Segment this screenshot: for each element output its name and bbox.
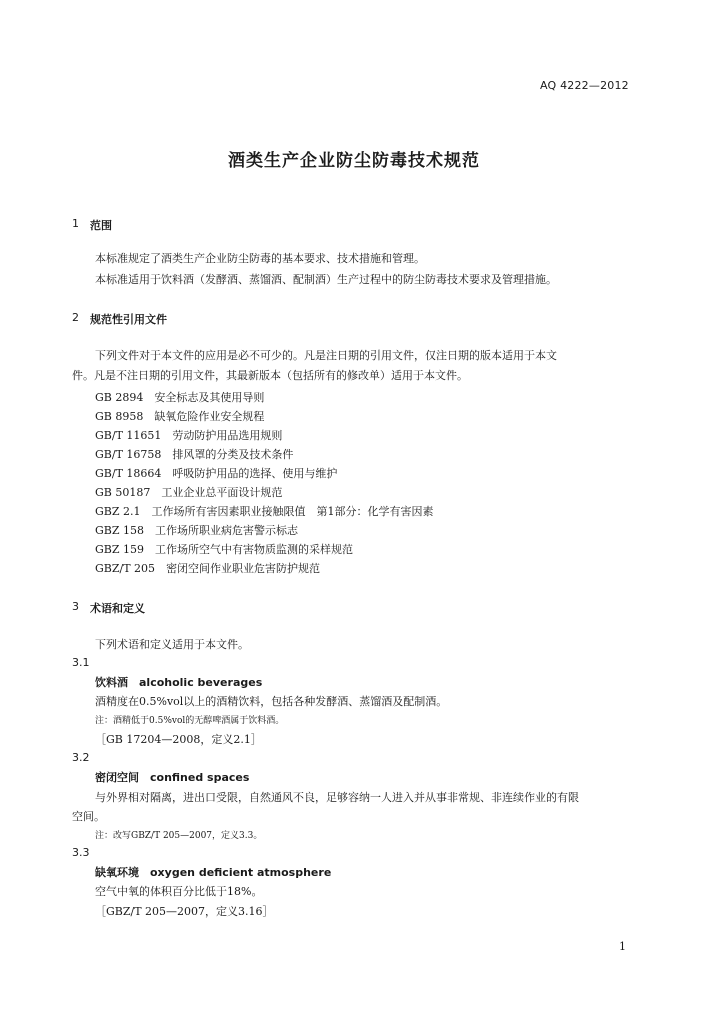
reference-item	[95, 484, 282, 500]
term-name-cn: 饮料酒	[95, 676, 128, 689]
term-name-cn: 密闭空间	[95, 771, 139, 784]
reference-code: GB 8958	[95, 410, 144, 423]
paragraph: 本标准规定了酒类生产企业防尘防毒的基本要求、技术措施和管理。	[95, 252, 425, 265]
reference-code: GBZ 158	[95, 524, 145, 537]
document-title: 酒类生产企业防尘防毒技术规范	[228, 151, 480, 171]
term-definition: 空间。	[72, 810, 105, 823]
reference-code: GBZ 2.1	[95, 505, 141, 518]
reference-name: 缺氧危险作业安全规程	[154, 410, 265, 423]
reference-name: 工作场所职业病危害警示标志	[155, 524, 299, 537]
term-definition: 酒精度在0.5%vol以上的酒精饮料，包括各种发酵酒、蒸馏酒及配制酒。	[95, 695, 448, 708]
term-name-en: oxygen deficient atmosphere	[150, 866, 332, 879]
term-number: 3.1	[72, 656, 90, 669]
section-number: 2	[72, 311, 79, 324]
reference-name: 排风罩的分类及技术条件	[172, 448, 294, 461]
term-number: 3.2	[72, 751, 90, 764]
term-name-en: alcoholic beverages	[139, 676, 263, 689]
reference-code: GB 2894	[95, 391, 144, 404]
reference-item	[95, 389, 264, 405]
reference-code: GB/T 11651	[95, 429, 162, 442]
reference-name: 劳动防护用品选用规则	[172, 429, 283, 442]
reference-code: GBZ/T 205	[95, 562, 156, 575]
paragraph: 件。凡是不注日期的引用文件，其最新版本（包括所有的修改单）适用于本文件。	[72, 369, 468, 382]
term-definition: 与外界相对隔离，进出口受限，自然通风不良，足够容纳一人进入并从事非常规、非连续作业的有限	[95, 791, 579, 804]
reference-item	[95, 503, 434, 519]
term-source: ［GBZ/T 205—2007，定义3.16］	[95, 905, 274, 918]
reference-item	[95, 522, 298, 538]
term-name-cn: 缺氧环境	[95, 866, 139, 879]
section-number: 1	[72, 217, 79, 230]
paragraph: 下列文件对于本文件的应用是必不可少的。凡是注日期的引用文件，仅注日期的版本适用于本文	[95, 349, 557, 362]
term-source: ［GB 17204—2008，定义2.1］	[95, 733, 262, 746]
reference-code: GB/T 16758	[95, 448, 162, 461]
page-number: 1	[619, 940, 626, 953]
term-heading	[95, 674, 262, 690]
reference-name: 工作场所空气中有害物质监测的采样规范	[155, 543, 354, 556]
section-title: 术语和定义	[90, 602, 145, 615]
term-number: 3.3	[72, 846, 90, 859]
reference-name: 工作场所有害因素职业接触限值 第1部分：化学有害因素	[151, 505, 434, 518]
reference-name: 安全标志及其使用导则	[154, 391, 265, 404]
section-title: 规范性引用文件	[90, 313, 167, 326]
reference-item	[95, 446, 293, 462]
reference-item	[95, 465, 337, 481]
reference-item	[95, 541, 353, 557]
reference-name: 呼吸防护用品的选择、使用与维护	[172, 467, 338, 480]
reference-item	[95, 427, 282, 443]
paragraph: 下列术语和定义适用于本文件。	[95, 638, 249, 651]
term-heading	[95, 864, 331, 880]
section-title: 范围	[90, 219, 112, 232]
term-name-en: confined spaces	[150, 771, 250, 784]
reference-name: 密闭空间作业职业危害防护规范	[166, 562, 321, 575]
reference-code: GB 50187	[95, 486, 151, 499]
term-definition: 空气中氧的体积百分比低于18%。	[95, 885, 263, 898]
reference-name: 工业企业总平面设计规范	[161, 486, 283, 499]
standard-number: AQ 4222—2012	[540, 79, 629, 92]
term-heading	[95, 769, 249, 785]
section-number: 3	[72, 600, 79, 613]
reference-item	[95, 560, 320, 576]
reference-item	[95, 408, 264, 424]
paragraph: 本标准适用于饮料酒（发酵酒、蒸馏酒、配制酒）生产过程中的防尘防毒技术要求及管理措施。	[95, 273, 557, 286]
term-note: 注：酒精低于0.5%vol的无醇啤酒属于饮料酒。	[95, 716, 285, 726]
term-note: 注：改写GBZ/T 205—2007，定义3.3。	[95, 831, 263, 841]
reference-code: GBZ 159	[95, 543, 145, 556]
reference-code: GB/T 18664	[95, 467, 162, 480]
